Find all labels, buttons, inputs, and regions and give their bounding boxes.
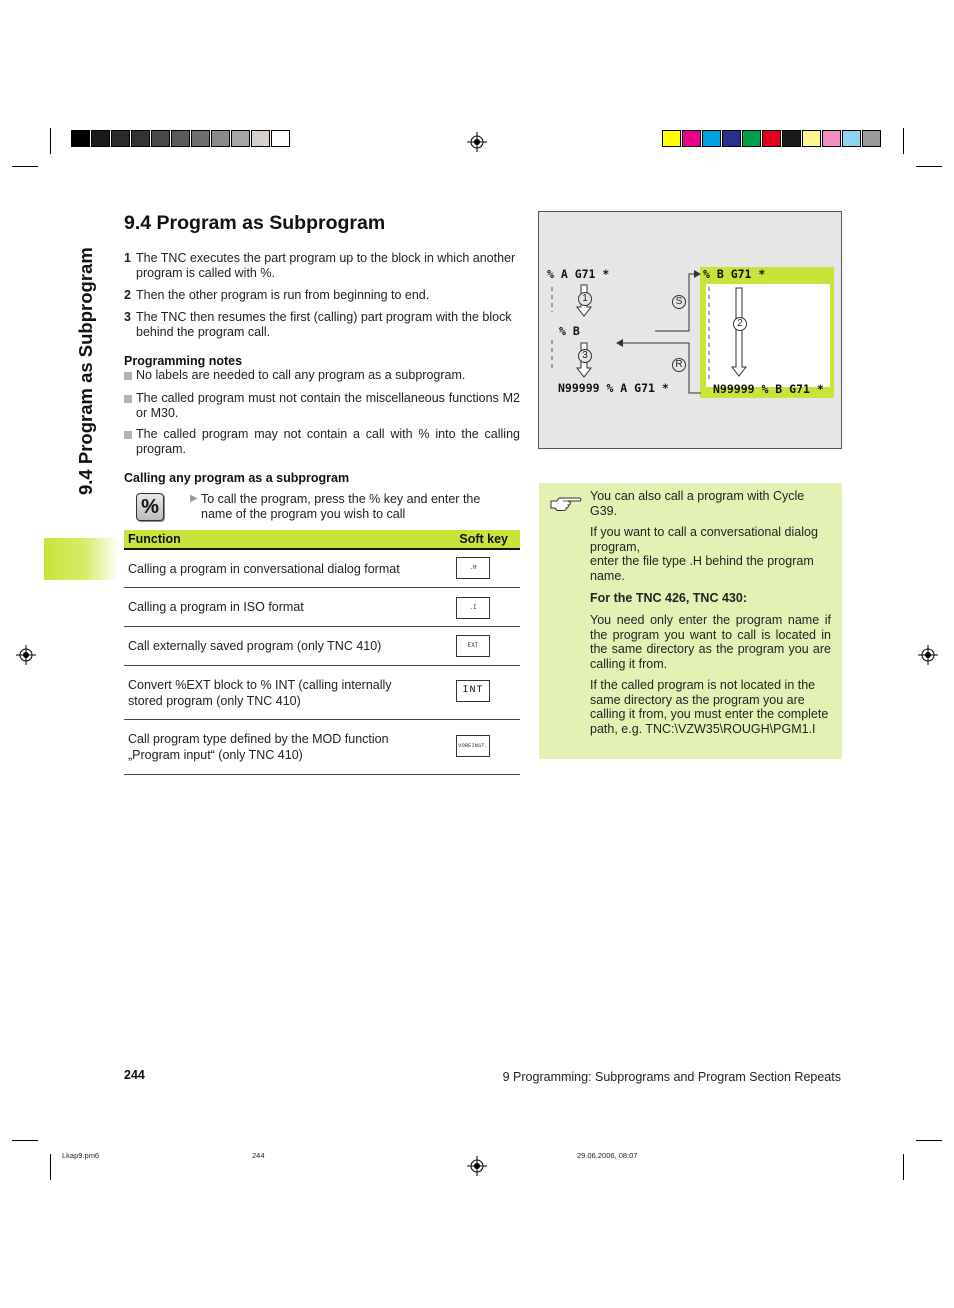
note-item bbox=[124, 427, 520, 456]
crop-mark bbox=[50, 1154, 51, 1180]
step-item bbox=[124, 310, 519, 339]
calibration-swatch bbox=[862, 130, 881, 147]
calibration-swatch bbox=[762, 130, 781, 147]
registration-mark-icon bbox=[918, 645, 938, 665]
softkey-table bbox=[124, 530, 520, 775]
main-program-start: % A G71 * bbox=[547, 267, 610, 281]
function-cell: Convert %EXT block to % INT (calling internally stored program (only TNC 410) bbox=[128, 678, 392, 708]
chapter-side-tab bbox=[44, 538, 119, 580]
softkey-button[interactable]: .I bbox=[456, 597, 490, 619]
step-item bbox=[124, 288, 519, 303]
softkey-button[interactable]: EXT bbox=[456, 635, 490, 657]
info-paragraph: If you want to call a conversational dialog program, bbox=[590, 525, 818, 554]
marker-S: S bbox=[672, 295, 686, 309]
info-paragraph: enter the file type .H behind the program name. bbox=[590, 554, 814, 583]
percent-key-icon: % bbox=[136, 493, 164, 521]
marker-R: R bbox=[672, 358, 686, 372]
crop-mark bbox=[903, 128, 904, 154]
chapter-footer: 9 Programming: Subprograms and Program Section Repeats bbox=[502, 1070, 841, 1084]
info-paragraph: You can also call a program with Cycle G39. bbox=[590, 489, 805, 518]
crop-mark bbox=[916, 1140, 942, 1141]
table-row bbox=[124, 550, 520, 588]
calibration-swatch bbox=[191, 130, 210, 147]
step-item bbox=[124, 251, 519, 280]
calibration-swatch bbox=[111, 130, 130, 147]
bullet-square-icon bbox=[124, 372, 132, 380]
crop-mark bbox=[903, 1154, 904, 1180]
instruction bbox=[190, 492, 500, 521]
note-text: The called program may not contain a call with % into the calling program. bbox=[136, 427, 520, 456]
step-text: Then the other program is run from beginning to end. bbox=[136, 288, 430, 302]
calibration-swatch bbox=[231, 130, 250, 147]
function-cell: Call externally saved program (only TNC 410) bbox=[128, 639, 382, 653]
info-heading: For the TNC 426, TNC 430: bbox=[590, 591, 747, 605]
calibration-swatch bbox=[662, 130, 681, 147]
step-number: 3 bbox=[124, 310, 131, 324]
step-number: 1 bbox=[124, 251, 131, 265]
softkey-button[interactable]: INT bbox=[456, 680, 490, 702]
function-cell: Call program type defined by the MOD function „Program input“ (only TNC 410) bbox=[128, 732, 389, 762]
table-row bbox=[124, 627, 520, 666]
registration-mark-icon bbox=[16, 645, 36, 665]
table-row bbox=[124, 666, 520, 720]
calibration-swatch bbox=[211, 130, 230, 147]
calibration-swatch bbox=[271, 130, 290, 147]
table-row bbox=[124, 720, 520, 775]
program-call-diagram bbox=[538, 211, 842, 449]
step-marker-2: 2 bbox=[733, 317, 747, 331]
column-header-softkey: Soft key bbox=[459, 532, 508, 546]
slug-file: Lkap9.pm6 bbox=[62, 1151, 100, 1160]
calibration-swatch bbox=[71, 130, 90, 147]
note-item bbox=[124, 368, 520, 383]
crop-mark bbox=[916, 166, 942, 167]
calibration-swatch bbox=[251, 130, 270, 147]
sub-program-start: % B G71 * bbox=[703, 267, 766, 281]
triangle-bullet-icon: ▶ bbox=[190, 493, 198, 504]
slug-date: 29.06.2006, 08:07 bbox=[577, 1151, 638, 1160]
step-text: The TNC executes the part program up to the block in which another program is called with %. bbox=[136, 251, 516, 280]
calibration-swatch bbox=[842, 130, 861, 147]
softkey-button[interactable]: VOREINST. bbox=[456, 735, 490, 757]
table-header bbox=[124, 530, 520, 550]
step-marker-3: 3 bbox=[578, 349, 592, 363]
calibration-swatch bbox=[802, 130, 821, 147]
side-section-title: 9.4 Program as Subprogram bbox=[75, 247, 96, 495]
crop-mark bbox=[12, 1140, 38, 1141]
notes-heading: Programming notes bbox=[124, 354, 243, 368]
sub-program-end: N99999 % B G71 * bbox=[713, 382, 824, 396]
page-number: 244 bbox=[124, 1068, 145, 1082]
call-block: % B bbox=[559, 324, 580, 338]
note-item bbox=[124, 391, 520, 420]
calibration-swatch bbox=[151, 130, 170, 147]
calibration-swatch bbox=[682, 130, 701, 147]
step-text: The TNC then resumes the first (calling) part program with the block behind the program call. bbox=[136, 310, 512, 339]
step-number: 2 bbox=[124, 288, 131, 302]
flow-diagram-graphic bbox=[539, 212, 843, 450]
registration-mark-icon bbox=[467, 1156, 487, 1176]
bullet-square-icon bbox=[124, 395, 132, 403]
instruction-text: To call the program, press the % key and enter the name of the program you wish to call bbox=[201, 492, 481, 521]
calibration-swatch bbox=[782, 130, 801, 147]
calibration-swatch bbox=[91, 130, 110, 147]
calling-heading: Calling any program as a subprogram bbox=[124, 471, 350, 485]
table-row bbox=[124, 588, 520, 627]
main-program-end: N99999 % A G71 * bbox=[558, 381, 669, 395]
note-text: No labels are needed to call any program as a subprogram. bbox=[136, 368, 466, 382]
column-header-function: Function bbox=[128, 532, 181, 546]
calibration-swatch bbox=[131, 130, 150, 147]
registration-mark-icon bbox=[467, 132, 487, 152]
step-marker-1: 1 bbox=[578, 292, 592, 306]
pointing-hand-icon bbox=[549, 492, 583, 512]
calibration-swatch bbox=[171, 130, 190, 147]
bullet-square-icon bbox=[124, 431, 132, 439]
calibration-swatch bbox=[722, 130, 741, 147]
info-paragraph: You need only enter the program name if the program you want to call is located in the same directory as the program you are calling it from. bbox=[590, 613, 831, 671]
softkey-button[interactable]: .H bbox=[456, 557, 490, 579]
calibration-swatch bbox=[742, 130, 761, 147]
function-cell: Calling a program in conversational dialog format bbox=[128, 562, 400, 576]
slug-page: 244 bbox=[252, 1151, 265, 1160]
crop-mark bbox=[50, 128, 51, 154]
calibration-swatch bbox=[822, 130, 841, 147]
info-box bbox=[539, 483, 842, 759]
calibration-swatch bbox=[702, 130, 721, 147]
function-cell: Calling a program in ISO format bbox=[128, 600, 304, 614]
info-paragraph: If the called program is not located in the same directory as the program you are calling it from, you must enter the complete path, e.g. TNC:\VZW35\ROUGH\PGM1.I bbox=[590, 678, 829, 736]
page-title: 9.4 Program as Subprogram bbox=[124, 212, 386, 234]
note-text: The called program must not contain the miscellaneous functions M2 or M30. bbox=[136, 391, 520, 420]
crop-mark bbox=[12, 166, 38, 167]
